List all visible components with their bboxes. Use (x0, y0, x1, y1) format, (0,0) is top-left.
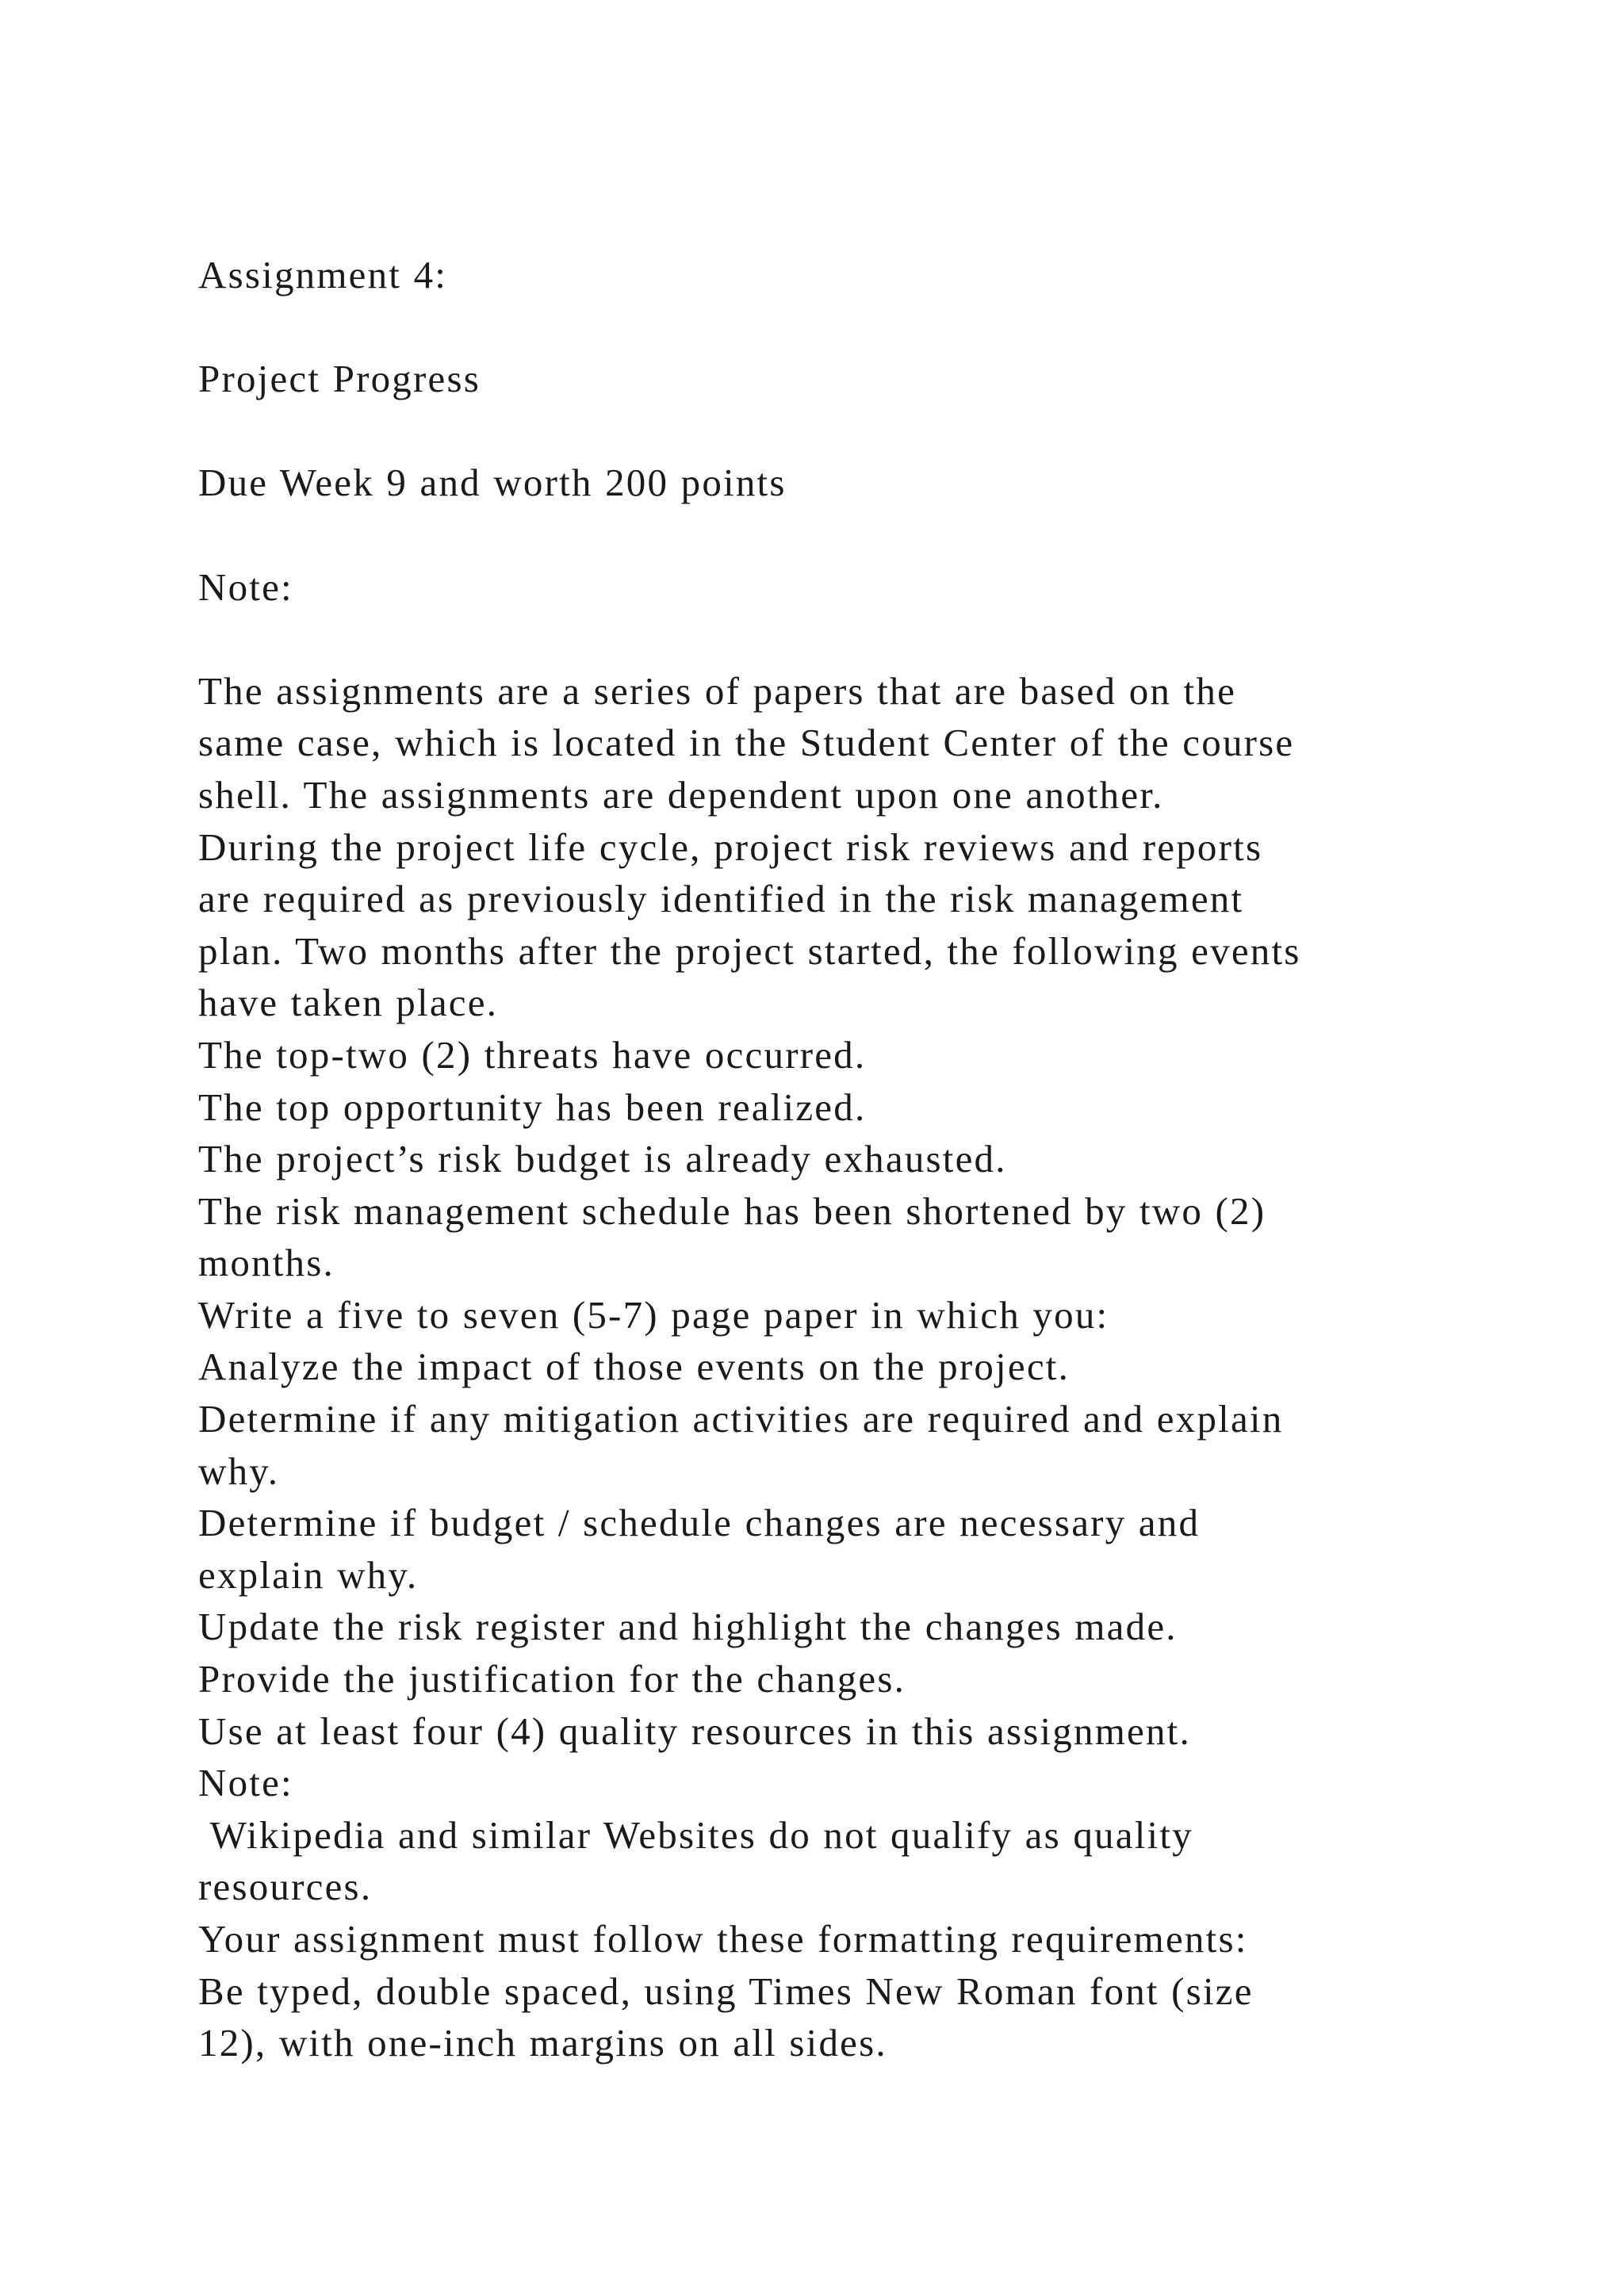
body-line: The project’s risk budget is already exhausted. (198, 1137, 1007, 1181)
body-line: shell. The assignments are dependent upon one another. (198, 772, 1164, 817)
body-line: Write a five to seven (5-7) page paper in which you: (198, 1292, 1109, 1337)
body-line: why. (198, 1448, 280, 1493)
spacer (198, 405, 1499, 457)
document-body (198, 249, 1499, 2069)
body-line: Be typed, double spaced, using Times New Roman font (size (198, 1969, 1254, 2013)
assignment-title: Assignment 4: (198, 253, 448, 297)
body-line: Use at least four (4) quality resources in this assignment. (198, 1709, 1191, 1753)
body-line: The risk management schedule has been shortened by two (2) (198, 1188, 1266, 1233)
body-line: The assignments are a series of papers that are based on the (198, 668, 1237, 713)
body-line: Determine if any mitigation activities are required and explain (198, 1397, 1284, 1441)
body-line: are required as previously identified in the risk management (198, 877, 1244, 921)
body-line: plan. Two months after the project started, the following events (198, 928, 1301, 973)
body-line: resources. (198, 1865, 373, 1909)
spacer (198, 613, 1499, 665)
body-line: Your assignment must follow these formatting requirements: (198, 1917, 1248, 1961)
body-line: months. (198, 1241, 335, 1285)
body-line: Update the risk register and highlight the changes made. (198, 1605, 1178, 1649)
body-line: The top-two (2) threats have occurred. (198, 1032, 867, 1077)
spacer (198, 509, 1499, 561)
body-text (198, 665, 1499, 2069)
body-line: The top opportunity has been realized. (198, 1085, 867, 1129)
body-line: 12), with one-inch margins on all sides. (198, 2021, 887, 2065)
body-line: Note: (198, 1761, 293, 1805)
body-line: During the project life cycle, project risk reviews and reports (198, 825, 1263, 869)
body-line: Analyze the impact of those events on the project. (198, 1345, 1071, 1389)
note-label: Note: (198, 564, 293, 609)
spacer (198, 301, 1499, 354)
body-line: Determine if budget / schedule changes are necessary and (198, 1501, 1201, 1545)
due-date-line: Due Week 9 and worth 200 points (198, 461, 787, 505)
body-line: Wikipedia and similar Websites do not qualify as quality (198, 1812, 1193, 1857)
body-line: explain why. (198, 1552, 419, 1597)
body-line: have taken place. (198, 981, 499, 1025)
body-line: Provide the justification for the changes. (198, 1657, 906, 1701)
body-line: same case, which is located in the Student Center of the course (198, 721, 1295, 765)
assignment-subtitle: Project Progress (198, 357, 481, 401)
